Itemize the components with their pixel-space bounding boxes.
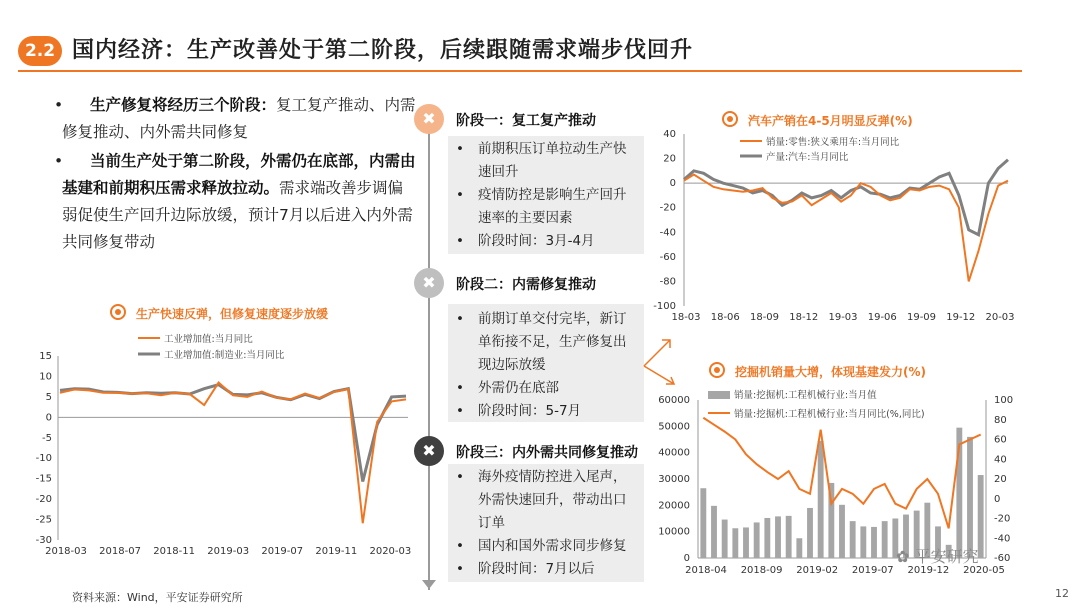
series-line-2	[684, 160, 1008, 235]
y2-tick-label: 40	[994, 454, 1007, 466]
y-tick-label: -100	[653, 301, 676, 312]
y-tick-label: -40	[659, 227, 676, 239]
bullet-stages	[54, 92, 418, 146]
stage1-box	[448, 136, 644, 254]
bullet1-text: 复工复产推动、内需修复推动、内外需共同修复	[62, 96, 416, 141]
stage2-item: • 外需仍在底部	[456, 380, 559, 396]
x-tick-label: 2019-07	[851, 565, 894, 576]
bar	[700, 488, 706, 558]
stage2-item: • 前期订单交付完毕，新订单衔接不足，生产修复出现边际放缓	[456, 311, 627, 373]
stage3-item: • 海外疫情防控进入尾声，外需快速回升，带动出口订单	[456, 469, 627, 531]
page-title: 国内经济：生产改善处于第二阶段，后续跟随需求端步伐回升	[72, 38, 694, 63]
legend-label: 销量:挖掘机:工程机械行业:当月值	[734, 390, 877, 401]
legend-swatch	[708, 391, 730, 399]
y-tick-label: 40	[663, 129, 676, 140]
y2-tick-label: 60	[994, 434, 1007, 446]
stage2-item: • 阶段时间：5-7月	[456, 403, 582, 419]
x-tick-label: 18-09	[749, 312, 780, 323]
y-tick-label: 40000	[658, 447, 690, 459]
y-tick-label: -80	[659, 276, 676, 288]
stage2-tools-icon: ✖	[414, 268, 444, 298]
x-tick-label: 19-06	[867, 312, 897, 323]
x-tick-label: 20-03	[985, 312, 1015, 323]
stage1-tools-icon: ✖	[414, 104, 444, 134]
y-tick-label: 0	[669, 178, 676, 190]
series-line-1	[684, 175, 1008, 282]
source-note: 资料来源：Wind，平安证券研究所	[72, 591, 243, 604]
stage1-item: • 疫情防控是影响生产回升速率的主要因素	[456, 187, 627, 226]
page-number: 12	[1055, 587, 1069, 600]
bar	[754, 522, 760, 558]
y2-tick-label: 0	[994, 493, 1001, 505]
y-tick-label: 30000	[658, 474, 690, 485]
chart1-title: 生产快速反弹，但修复速度逐步放缓	[136, 307, 329, 321]
x-tick-label: 18-06	[710, 312, 740, 323]
stage3-title: 阶段三：内外需共同修复推动	[456, 445, 638, 461]
bullet2-bold: 当前生产处于第二阶段，外需仍在底部，内需由基建和前期积压需求释放拉动。	[62, 152, 416, 197]
x-tick-label: 2019-02	[796, 565, 839, 576]
y-tick-label: -20	[659, 202, 676, 214]
chart2-title: 汽车产销在4-5月明显反弹(%)	[748, 114, 913, 128]
y2-tick-label: -40	[994, 533, 1011, 545]
y2-tick-label: 100	[994, 395, 1014, 406]
y-tick-label: 20	[663, 153, 676, 165]
bar	[839, 505, 845, 558]
y-tick-label: 10	[39, 371, 52, 383]
y-tick-label: -30	[35, 535, 52, 546]
bar	[967, 437, 973, 558]
x-tick-label: 18-12	[789, 312, 819, 323]
y-tick-label: -10	[35, 453, 52, 465]
stage1-item: • 前期积压订单拉动生产快速回升	[456, 141, 627, 180]
bar	[850, 521, 856, 558]
stage3-tools-icon: ✖	[414, 436, 444, 466]
bar	[871, 527, 877, 558]
chart1	[30, 318, 420, 568]
stage3-item: • 阶段时间：7月以后	[456, 561, 595, 577]
y-tick-label: -5	[42, 432, 52, 444]
bar	[796, 538, 802, 558]
legend-label: 销量:零售:狭义乘用车:当月同比	[766, 137, 900, 148]
legend-label: 工业增加值:当月同比	[164, 334, 253, 345]
bar	[818, 441, 824, 558]
timeline-arrow-icon	[422, 580, 436, 589]
chart2	[650, 124, 1020, 330]
x-tick-label: 19-09	[906, 312, 937, 323]
bar	[860, 526, 866, 558]
x-tick-label: 2019-07	[261, 546, 304, 557]
stage2-box	[448, 304, 644, 422]
y2-tick-label: -20	[994, 513, 1011, 525]
bullet2-text: 需求端改善步调偏弱促使生产回升边际放缓，预计7月以后进入内外需共同修复带动	[62, 179, 413, 251]
y-tick-label: 0	[45, 412, 52, 424]
x-tick-label: 2018-09	[740, 565, 783, 576]
stage1-title: 阶段一：复工复产推动	[456, 113, 596, 129]
header-divider	[18, 70, 1022, 72]
x-tick-label: 19-12	[946, 312, 976, 323]
bar	[775, 516, 781, 558]
y-tick-label: 60000	[658, 395, 690, 406]
stage1-item: • 阶段时间：3月-4月	[456, 233, 595, 249]
y-tick-label: -20	[35, 494, 52, 506]
x-tick-label: 2020-03	[369, 546, 412, 557]
x-tick-label: 2018-11	[153, 546, 196, 557]
x-tick-label: 2019-12	[907, 565, 950, 576]
bullet-current	[54, 148, 418, 256]
y-tick-label: -25	[35, 514, 52, 526]
bar	[978, 475, 984, 558]
y-tick-label: 5	[45, 391, 52, 403]
x-tick-label: 2018-03	[45, 546, 87, 557]
y-tick-label: 50000	[658, 421, 690, 433]
y-tick-label: -60	[659, 251, 676, 263]
legend-label: 工业增加值:制造业:当月同比	[164, 350, 285, 361]
legend-label: 产量:汽车:当月同比	[766, 152, 849, 163]
y-tick-label: 15	[39, 351, 52, 362]
y2-tick-label: 20	[994, 474, 1007, 485]
bar	[722, 520, 728, 558]
legend-label: 销量:挖掘机:工程机械行业:当月同比(%,同比)	[734, 409, 925, 420]
y-tick-label: 20000	[658, 500, 690, 512]
stage2-title: 阶段二：内需修复推动	[456, 277, 596, 293]
series-line-1	[60, 383, 406, 524]
x-tick-label: 18-03	[671, 312, 701, 323]
section-badge: 2.2	[18, 36, 62, 66]
bar	[743, 527, 749, 558]
bar	[732, 528, 738, 558]
bar	[807, 508, 813, 558]
x-tick-label: 2019-11	[315, 546, 358, 557]
bar	[882, 521, 888, 558]
y-tick-label: 0	[683, 553, 690, 564]
x-tick-label: 2018-07	[99, 546, 141, 557]
timeline-line	[428, 112, 430, 590]
x-tick-label: 19-03	[828, 312, 858, 323]
chart3-title: 挖掘机销量大增，体现基建发力(%)	[735, 365, 926, 379]
x-tick-label: 2018-04	[685, 565, 727, 576]
stage3-box	[448, 464, 644, 582]
y2-tick-label: 80	[994, 414, 1007, 426]
bar	[786, 516, 792, 558]
y-tick-label: -15	[35, 473, 52, 485]
series-line-2	[60, 385, 406, 482]
bullet1-bold: 生产修复将经历三个阶段：	[90, 96, 277, 114]
bar	[764, 518, 770, 558]
watermark: ✿ 平安研究	[896, 547, 979, 566]
bullet-dot: •	[54, 152, 64, 170]
stage3-item: • 国内和国外需求同步修复	[456, 538, 627, 554]
chart-title-marker-icon	[709, 362, 725, 378]
y-tick-label: 10000	[658, 526, 690, 538]
bar	[711, 506, 717, 558]
x-tick-label: 2019-03	[207, 546, 250, 557]
y2-tick-label: -60	[994, 553, 1011, 564]
bullet-dot: •	[54, 96, 64, 114]
x-tick-label: 2020-05	[963, 565, 1005, 576]
